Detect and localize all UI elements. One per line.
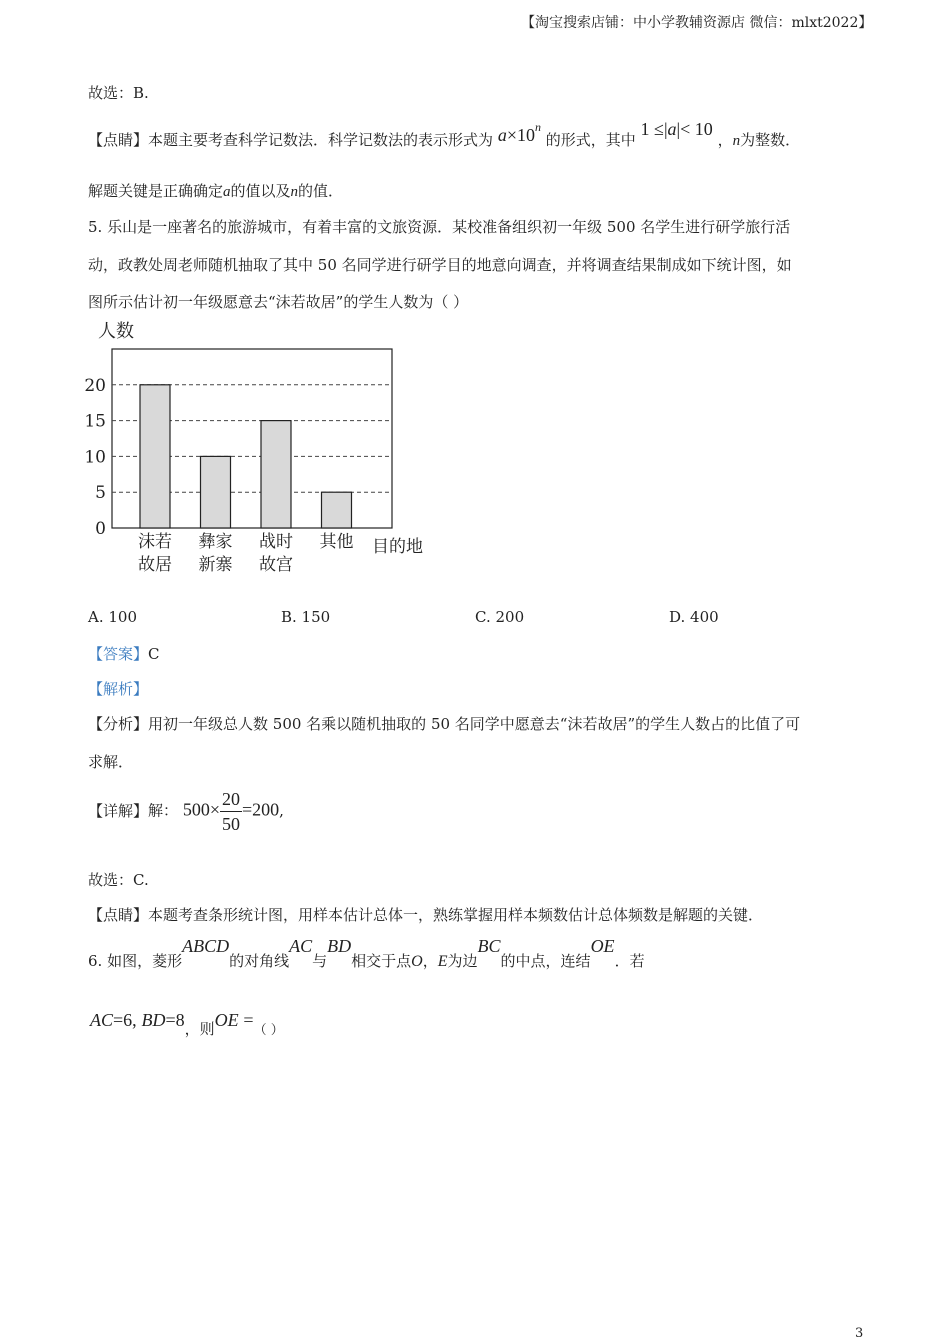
detail-tag: 【详解】 bbox=[88, 801, 149, 820]
comment-text-b: 的形式，其中 bbox=[545, 131, 636, 149]
x-tick-label: 沫若 bbox=[138, 532, 172, 552]
chart-xticks bbox=[138, 531, 354, 575]
comment-text-c: ， bbox=[717, 131, 733, 149]
q6-line-1 bbox=[88, 936, 645, 971]
q5-stem-3: 图所示估计初一年级愿意去“沫若故居”的学生人数为（ ） bbox=[88, 293, 469, 311]
chart-xlabel: 目的地 bbox=[372, 537, 423, 557]
bar bbox=[201, 456, 231, 528]
q5-comment-tag: 【点睛】 bbox=[88, 906, 149, 924]
comment-text: 本题主要考查科学记数法．科学记数法的表示形式为 bbox=[148, 131, 494, 149]
prev-line2 bbox=[88, 180, 343, 201]
q6-bd: BD bbox=[327, 936, 352, 956]
comment-text-d: 为整数． bbox=[740, 131, 801, 149]
bar bbox=[322, 492, 352, 528]
option-a: A. 100 bbox=[88, 608, 137, 626]
q6-oe: OE bbox=[590, 936, 615, 956]
q6-o: O bbox=[411, 953, 423, 970]
line2-text-c: 的值． bbox=[298, 182, 344, 200]
cond-1: 1 ≤ bbox=[640, 119, 664, 139]
q5-stem-1: 5. 乐山是一座著名的旅游城市，有着丰富的文旅资源．某校准备组织初一年级 500 名学生进行研学旅行活 bbox=[88, 218, 791, 236]
fenxi-line-1 bbox=[88, 713, 800, 734]
x-tick-label: 彝家 bbox=[198, 532, 233, 552]
calc-numerator: 20 bbox=[220, 790, 242, 812]
q6-bc: BC bbox=[477, 936, 501, 956]
y-tick-label: 0 bbox=[95, 519, 106, 539]
fenxi-line-2: 求解． bbox=[88, 753, 134, 771]
option-d: D. 400 bbox=[669, 608, 719, 626]
line2-text-a: 解题关键是正确确定 bbox=[88, 182, 224, 200]
q6-ac: AC bbox=[289, 936, 313, 956]
q5-choice: 故选：C. bbox=[88, 871, 149, 889]
y-tick-label: 5 bbox=[95, 483, 106, 504]
fenxi-text: 用初一年级总人数 500 名乘以随机抽取的 50 名同学中愿意去“沫若故居”的学生人数占的比值了可 bbox=[148, 715, 801, 733]
answer-value: C bbox=[148, 645, 160, 663]
calc-c: , bbox=[279, 801, 284, 820]
bar bbox=[140, 385, 170, 528]
y-tick-label: 20 bbox=[84, 375, 106, 396]
cond-lt: < 10 bbox=[680, 119, 713, 139]
sci-a: a bbox=[497, 125, 507, 145]
chart-ylabel: 人数 bbox=[98, 321, 134, 342]
y-tick-label: 10 bbox=[84, 447, 106, 468]
q5-comment bbox=[88, 904, 763, 925]
q6-l2-eq3: = bbox=[243, 1010, 254, 1030]
answer-line bbox=[88, 643, 160, 664]
q6-l2-eq1: =6 bbox=[113, 1010, 133, 1030]
y-tick-label: 15 bbox=[84, 411, 106, 432]
x-tick-label: 新寨 bbox=[198, 555, 233, 575]
q6-l2-ac: AC bbox=[90, 1010, 114, 1030]
prev-comment: 【点睛】本题主要考查科学记数法．科学记数法的表示形式为 $a\times 10^n$ 的形式，其中 1 ≤|a|< 10 ，n为整数． bbox=[88, 119, 801, 149]
q5-stem-2: 动，政教处周老师随机抽取了其中 50 名同学进行研学目的地意向调查，并将调查结果制成如下统计图，如 bbox=[88, 256, 792, 274]
q6-l2-eq2: =8 bbox=[165, 1010, 185, 1030]
q6-text-3: 相交于点 bbox=[351, 952, 412, 970]
x-tick-label: 战时 bbox=[259, 532, 293, 552]
q5-comment-text: 本题考查条形统计图，用样本估计总体一，熟练掌握用样本频数估计总体频数是解题的关键． bbox=[148, 906, 764, 924]
x-tick-label: 故宫 bbox=[259, 555, 293, 575]
comment-tag: 【点睛】 bbox=[88, 131, 149, 149]
comment-n: n bbox=[732, 133, 741, 149]
line2-text-b: 的值以及 bbox=[230, 182, 291, 200]
q6-l2-oe: OE bbox=[214, 1010, 239, 1030]
calc-fraction bbox=[220, 790, 242, 833]
calc-a: 500× bbox=[182, 799, 220, 820]
cond-a: a bbox=[667, 119, 677, 139]
q6-l2-comma2: ，则 bbox=[184, 1020, 215, 1038]
line2-n-var: n bbox=[290, 184, 299, 200]
q6-text-5: 为边 bbox=[447, 952, 478, 970]
chart-yticks bbox=[84, 376, 106, 539]
q6-e: E bbox=[437, 953, 448, 970]
detail-lead: 解： bbox=[148, 801, 179, 820]
calc-b: =200 bbox=[241, 799, 280, 820]
option-c: C. 200 bbox=[475, 608, 525, 626]
q6-text-1: 的对角线 bbox=[229, 952, 290, 970]
q6-abcd: ABCD bbox=[182, 936, 230, 956]
q6-text-2: 与 bbox=[312, 952, 328, 970]
q6-l2-paren: （ ） bbox=[253, 1023, 284, 1038]
x-tick-label: 故居 bbox=[138, 555, 172, 575]
calc-denominator: 50 bbox=[221, 814, 240, 834]
q6-l2-bd: BD bbox=[141, 1010, 166, 1030]
option-b: B. 150 bbox=[281, 608, 331, 626]
analysis-tag: 【解析】 bbox=[88, 680, 149, 698]
q6-text-6: 的中点，连结 bbox=[500, 952, 591, 970]
q6-text-4: ， bbox=[422, 952, 438, 970]
bar bbox=[261, 421, 291, 528]
sci-n: n bbox=[534, 120, 541, 134]
bar-chart bbox=[80, 315, 440, 585]
page-number: 3 bbox=[855, 1326, 864, 1341]
detail-line bbox=[88, 790, 284, 833]
q6-l2-comma1: , bbox=[132, 1010, 137, 1030]
fenxi-tag: 【分析】 bbox=[88, 715, 149, 733]
q6-num: 6. 如图，菱形 bbox=[88, 952, 183, 970]
line2-a-var: a bbox=[223, 184, 231, 200]
prev-choice: 故选：B. bbox=[88, 84, 149, 102]
x-tick-label: 其他 bbox=[319, 532, 354, 552]
q6-text-7: ．若 bbox=[614, 952, 645, 970]
page-header: 【淘宝搜索店铺：中小学教辅资源店 微信：mlxt2022】 bbox=[521, 15, 873, 31]
q6-line-2 bbox=[90, 1010, 284, 1038]
sci-x: ×10 bbox=[506, 125, 535, 145]
answer-tag: 【答案】 bbox=[88, 645, 149, 663]
